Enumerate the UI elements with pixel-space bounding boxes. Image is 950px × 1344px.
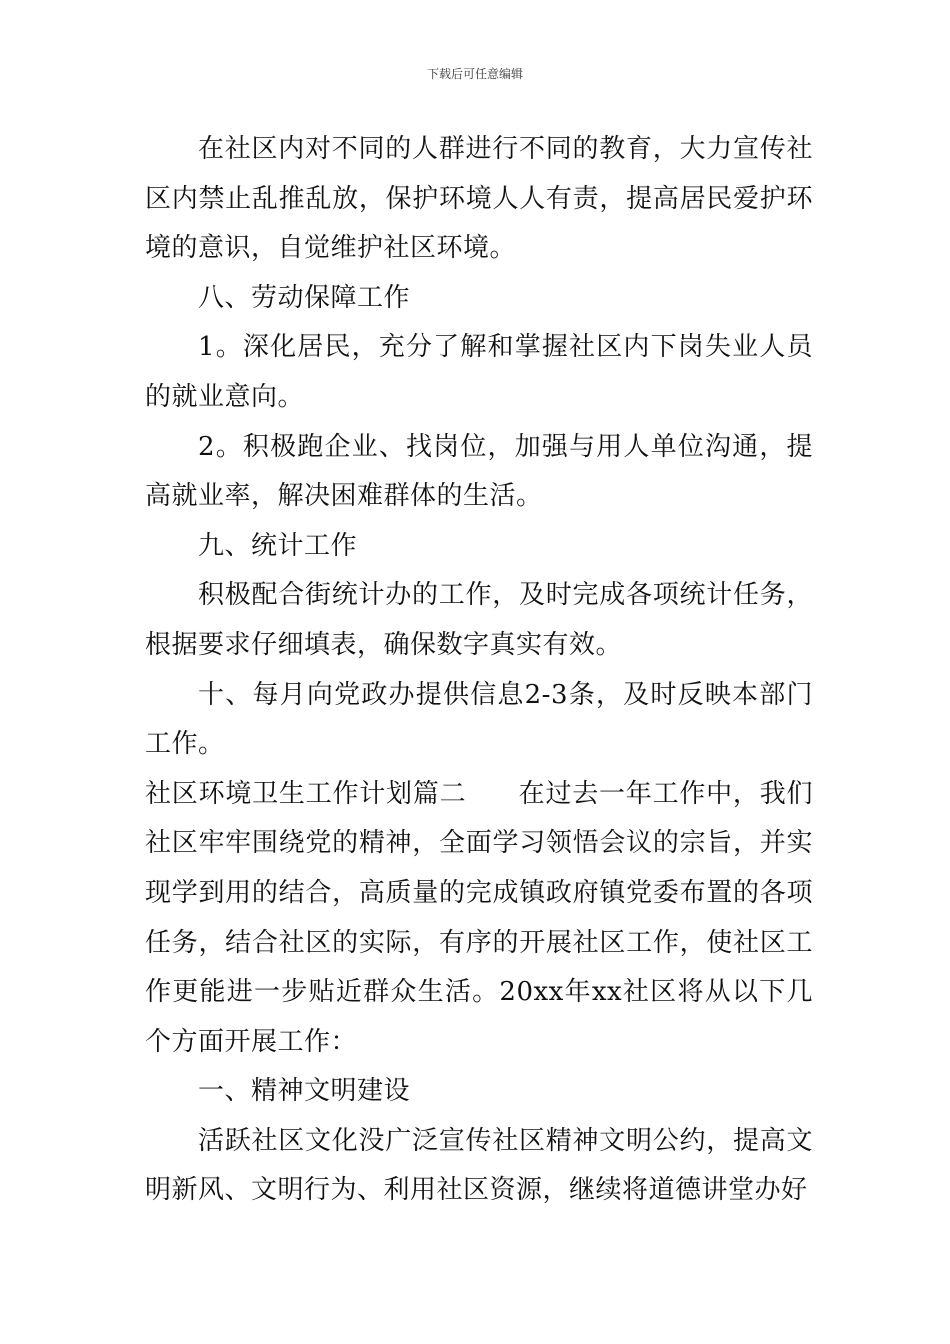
section-two-body: 在过去一年工作中，我们社区牢牢围绕党的精神，全面学习领悟会议的宗旨，并实现学到用的结合，高质量的完成镇政府镇党委布置的各项任务，结合社区的实际，有序的开展社区工作，使社区工作更能进一步贴近群众生活。20xx年xx社区将从以下几个方面开展工作： (145, 778, 813, 1057)
heading-information: 十、每月向党政办提供信息2-3条，及时反映本部门工作。 (145, 679, 813, 760)
paragraph-statistics: 积极配合街统计办的工作，及时完成各项统计任务，根据要求仔细填表，确保数字真实有效。 (145, 580, 813, 660)
paragraph-community-culture: 活跃社区文化没广泛宣传社区精神文明公约，提高文明新风、文明行为、利用社区资源，继续将道德讲堂办好 (145, 1125, 813, 1206)
list-item-1: 1。深化居民，充分了解和掌握社区内下岗失业人员的就业意向。 (145, 332, 813, 412)
page-header: 下载后可任意编辑 (426, 67, 523, 81)
document-body (145, 125, 813, 1216)
list-item-2: 2。积极跑企业、找岗位，加强与用人单位沟通，提高就业率，解决困难群体的生活。 (145, 431, 813, 512)
section-two-paragraph (145, 770, 813, 1068)
paragraph-environment-education: 在社区内对不同的人群进行不同的教育，大力宣传社区内禁止乱推乱放，保护环境人人有责，提高居民爱护环境的意识，自觉维护社区环境。 (145, 134, 813, 264)
heading-statistics: 九、统计工作 (198, 530, 358, 561)
heading-spiritual-civilization: 一、精神文明建设 (198, 1076, 411, 1107)
heading-labor-security: 八、劳动保障工作 (198, 282, 411, 313)
section-two-title: 社区环境卫生工作计划篇二 (145, 778, 467, 809)
